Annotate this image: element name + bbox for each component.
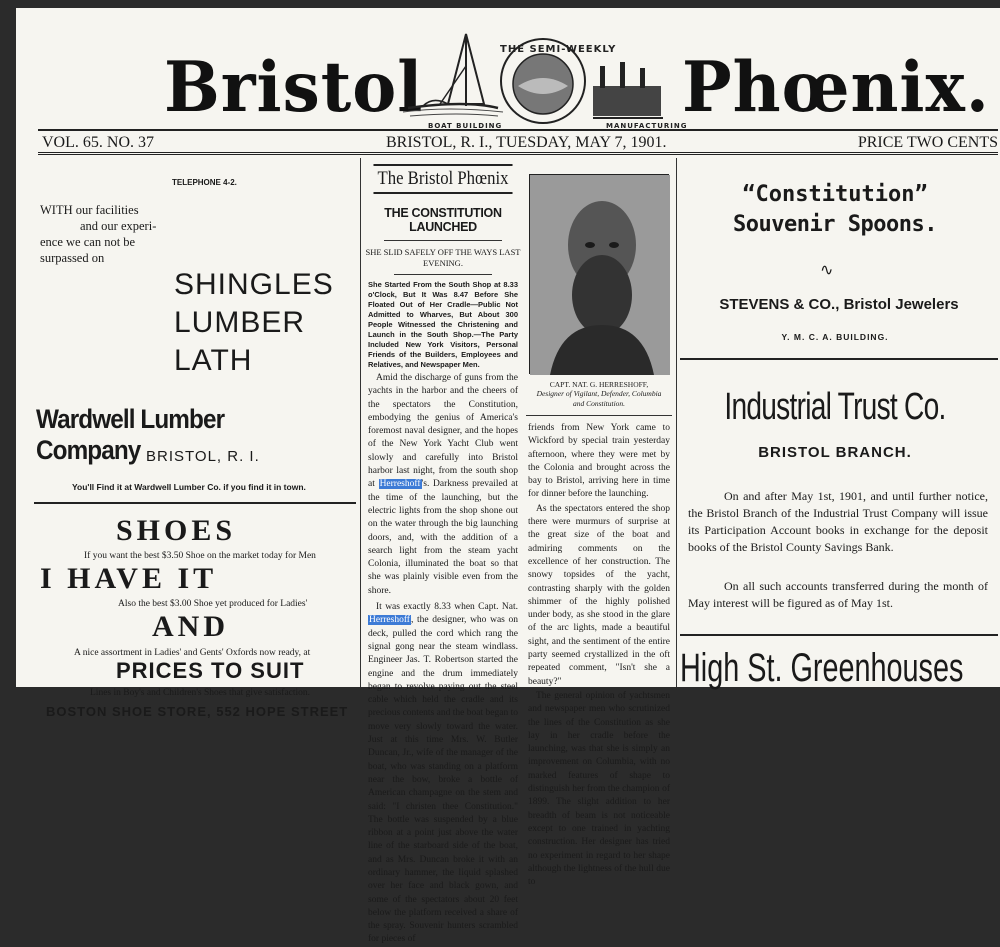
and-heading: AND xyxy=(152,610,229,643)
center-column xyxy=(364,158,674,945)
product-item: LUMBER xyxy=(174,306,306,339)
shoes-line: Also the best $3.00 Shoe yet produced for Ladies' xyxy=(118,599,308,609)
have-it-heading: I HAVE IT xyxy=(40,562,218,595)
section-divider xyxy=(680,634,998,636)
prices-heading: PRICES TO SUIT xyxy=(116,658,305,683)
trust-title: Industrial Trust Co. xyxy=(724,386,946,428)
product-item: SHINGLES xyxy=(174,268,334,301)
facilities-text xyxy=(40,202,156,266)
column-rule-1 xyxy=(360,158,361,687)
facilities-line: ence we can not be xyxy=(40,235,136,249)
article-left-col xyxy=(364,164,522,947)
dateline-bar xyxy=(38,129,998,155)
article-right-col xyxy=(526,164,672,889)
portrait-caption-desc: Designer of Vigilant, Defender, Columbia and Constitution. xyxy=(536,389,662,408)
article-paragraph: It was exactly 8.33 when Capt. Nat. Herreshoff, the designer, who was on deck, pulled the cord which rang the signal gong near the steam windlass. Engineer Jas. T. Robertson started the engine and the drum immediately began to revolve paying out the steel cable which held the cradle and its precious contents and the boat began to move very slowly toward the water. Just at this time Mrs. W. Butler Duncan, Jr., wife of the manager of the boat, who was standing on a platform near the bow, broke a bottle of American champagne on the stem and said: "I christen thee Constitution." The bottle was suspended by a blue ribbon at a point just above the water line of the starboard side of the boat, and as Mrs. Duncan broke it with an ordinary hammer, the liquid splashed over her face and black gown, and some of the spectators about 20 feet below the platform received a share of the spray. Souvenir hunters scrambled for pieces of xyxy=(368,602,518,945)
masthead-title-right: Phœnix. xyxy=(682,46,990,128)
facilities-line: surpassed on xyxy=(40,251,105,265)
emblem-mfg-label: MANUFACTURING xyxy=(606,122,688,130)
sailboat-seal-emblem-icon xyxy=(388,26,666,136)
search-highlight[interactable]: Herreshoff xyxy=(369,615,410,626)
article-paragraph: As the spectators entered the shop there were murmurs of surprise at the great size of the boat and admiring comments on the excellence of her construction. The snowy topsides of the yacht, contrasting sharply with the golden shimmer of the highly polished under body, as she stood in the glare of the arc lights, made a beautiful sight, and the sentiment of the entire party seemed crystallized in the oft repeated comment, "Isn't she a beauty?" xyxy=(528,503,670,687)
shoes-line: If you want the best $3.50 Shoe on the market today for Men xyxy=(84,551,316,561)
article-headline: THE CONSTITUTION LAUNCHED xyxy=(384,206,502,234)
paper-name-header: The Bristol Phœnix xyxy=(373,164,512,194)
place-date: BRISTOL, R. I., TUESDAY, MAY 7, 1901. xyxy=(386,134,667,151)
article-deck: She Started From the South Shop at 8.33 o'Clock, But It Was 8.47 Before She Floated Out of Her Cradle—Public Not Admitted to Wharves, But About 300 People Witnessed the Christening and Launch in the South Shop.—The Party Included New York Visitors, Personal Friends of the Builders, Employees and Relatives, and Newspaper Men. xyxy=(368,280,518,369)
article-paragraph: friends from New York came to Wickford by special train yesterday afternoon, where they were met by the Colonia and brought across the bay to Bristol, arriving here in time for dinner before the launching. xyxy=(528,423,670,500)
products-list xyxy=(174,266,334,380)
spoons-title: “Constitution” xyxy=(742,182,928,207)
greenhouses-title: High St. Greenhouses xyxy=(680,646,964,690)
left-column xyxy=(34,158,356,719)
section-divider xyxy=(680,358,998,360)
spoons-subtitle: Souvenir Spoons. xyxy=(733,212,937,237)
company-city: BRISTOL, R. I. xyxy=(146,448,260,465)
company-name: Wardwell Lumber Company xyxy=(36,404,225,465)
ornament-icon: ∿ xyxy=(820,260,834,279)
section-divider xyxy=(34,502,356,504)
emblem-top-label: THE SEMI-WEEKLY xyxy=(500,44,617,55)
subhead-rule xyxy=(394,274,492,275)
search-highlight[interactable]: Herreshoff xyxy=(379,479,421,490)
product-item: LATH xyxy=(174,344,253,377)
telephone: TELEPHONE 4-2. xyxy=(172,178,237,187)
herreshoff-portrait xyxy=(529,174,669,374)
emblem-boat-label: BOAT BUILDING xyxy=(428,122,503,130)
company-tagline: You'll Find it at Wardwell Lumber Co. if you find it in town. xyxy=(72,482,306,492)
masthead-emblem xyxy=(388,26,688,136)
facilities-line: and our experi- xyxy=(80,219,157,233)
article-paragraph: Amid the discharge of guns from the yachts in the harbor and the cheers of the spectators the Constitution, embodying the genius of America's foremost naval designer, and the hopes of the New York Yacht Club went slowly and carefully into Bristol harbor last night, from the south shop at Herreshoff's. Darkness prevailed at the time of the launching, but the electric lights from the shop shone out on the water through the big launching doors, and, with the addition of a search light from the steam yacht Colonia, illuminated the boat so that she was plainly visible even from the shore. xyxy=(368,373,518,596)
facilities-line: WITH our facilities xyxy=(40,203,139,217)
right-column xyxy=(680,158,998,690)
shoes-heading: SHOES xyxy=(116,514,237,547)
jewelers-name: STEVENS & CO., Bristol Jewelers xyxy=(719,296,959,313)
article-subhead: SHE SLID SAFELY OFF THE WAYS LAST EVENING. xyxy=(365,247,521,268)
price: PRICE TWO CENTS xyxy=(857,134,998,151)
shoes-line: Lines in Boy's and Children's Shoes that give satisfaction. xyxy=(90,688,311,698)
trust-paragraph: On all such accounts transferred during the month of May interest will be figured as of May 1st. xyxy=(688,579,988,610)
masthead xyxy=(16,26,1000,130)
store-name: BOSTON SHOE STORE, 552 HOPE STREET xyxy=(46,704,349,719)
caption-rule xyxy=(526,415,672,416)
newspaper-page xyxy=(16,8,1000,945)
headline-rule xyxy=(384,240,502,241)
shoes-line: A nice assortment in Ladies' and Gents' Oxfords now ready, at xyxy=(74,648,311,658)
portrait-icon xyxy=(530,175,670,375)
portrait-caption-name: CAPT. NAT. G. HERRESHOFF, xyxy=(549,380,649,389)
volume-number: VOL. 65. NO. 37 xyxy=(42,134,154,151)
trust-branch: BRISTOL BRANCH. xyxy=(758,444,912,461)
trust-paragraph: On and after May 1st, 1901, and until further notice, the Bristol Branch of the Industrial Trust Company will issue its Participation Account books in exchange for the deposit books of the Bristol County Savings Bank. xyxy=(688,489,988,554)
masthead-title-left: Bristol xyxy=(164,46,424,128)
article-paragraph: The general opinion of yachtsmen and newspaper men who scrutinized the lines of the Constitution as she lay in her cradle before the launching, was that she is simply an improvement on Columbia, with no marked features of shape to distinguish her from the champion of 1899. The slight addition to her breadth of beam is not noticeable except to one trained in yachting construction. Her designer has tried no experiment in regard to her shape although the lightness of the hull due to xyxy=(528,690,670,888)
ymca-building: Y. M. C. A. BUILDING. xyxy=(781,332,889,342)
column-rule-2 xyxy=(676,158,677,687)
